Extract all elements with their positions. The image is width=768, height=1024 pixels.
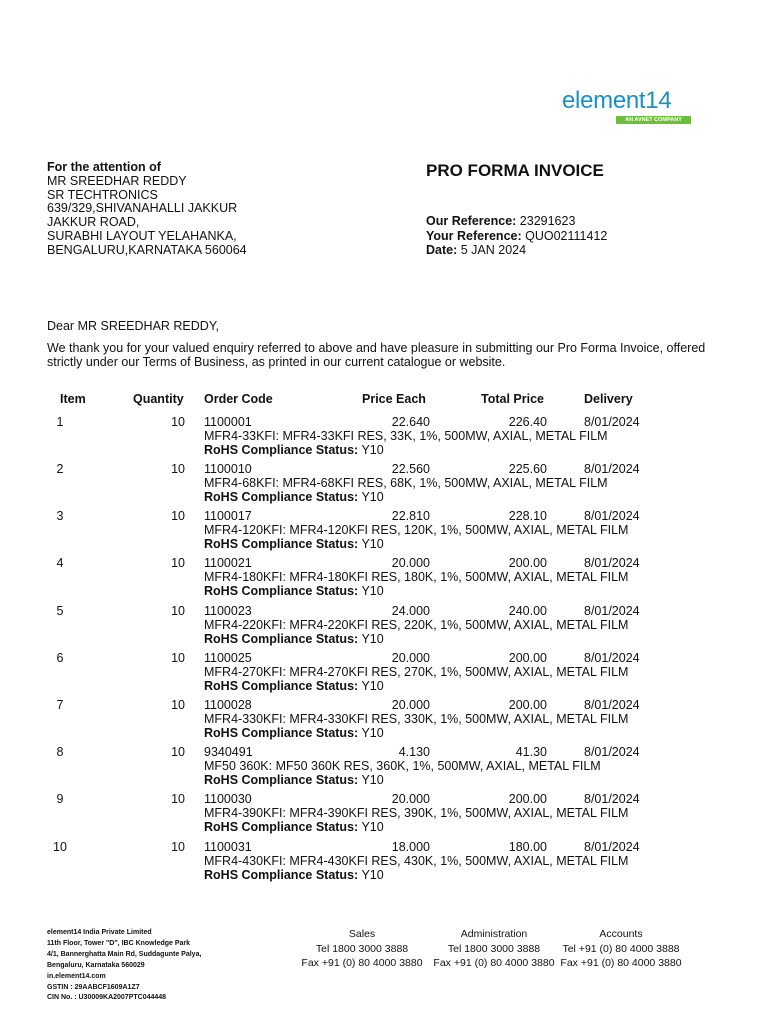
item-description: MFR4-220KFI: MFR4-220KFI RES, 220K, 1%, 500MW, AXIAL, METAL FILM xyxy=(204,618,629,632)
accounts-title: Accounts xyxy=(599,928,643,940)
order-code: 1100021 xyxy=(204,556,252,570)
order-code: 1100023 xyxy=(204,604,252,618)
order-code: 1100030 xyxy=(204,792,252,806)
item-description: MFR4-330KFI: MFR4-330KFI RES, 330K, 1%, 500MW, AXIAL, METAL FILM xyxy=(204,712,629,726)
item-number: 10 xyxy=(53,840,67,854)
delivery-date: 8/01/2024 xyxy=(584,651,640,665)
item-description: MF50 360K: MF50 360K RES, 360K, 1%, 500MW, AXIAL, METAL FILM xyxy=(204,759,601,773)
header-item: Item xyxy=(60,392,86,406)
company-line: CIN No. : U30009KA2007PTC044448 xyxy=(47,994,167,1002)
address-line: SR TECHTRONICS xyxy=(47,187,158,202)
total-price: 200.00 xyxy=(508,698,547,712)
total-price: 200.00 xyxy=(508,651,547,665)
quantity: 10 xyxy=(171,651,185,665)
item-number: 2 xyxy=(56,462,64,476)
delivery-date: 8/01/2024 xyxy=(584,745,640,759)
rohs-status: RoHS Compliance Status: Y10 xyxy=(204,868,384,882)
total-price: 180.00 xyxy=(508,840,547,854)
sales-title: Sales xyxy=(348,928,376,940)
rohs-status: RoHS Compliance Status: Y10 xyxy=(204,820,384,834)
item-number: 6 xyxy=(56,651,64,665)
our-reference: Our Reference: 23291623 xyxy=(426,214,576,228)
table-row xyxy=(0,698,768,745)
rohs-status: RoHS Compliance Status: Y10 xyxy=(204,537,384,551)
table-row xyxy=(0,556,768,603)
price-each: 22.640 xyxy=(391,415,430,429)
item-description: MFR4-68KFI: MFR4-68KFI RES, 68K, 1%, 500MW, AXIAL, METAL FILM xyxy=(204,476,608,490)
price-each: 20.000 xyxy=(391,792,430,806)
company-line: Bengaluru, Karnataka 560029 xyxy=(47,961,145,969)
table-row xyxy=(0,651,768,698)
company-line: element14 India Private Limited xyxy=(47,929,152,936)
rohs-status: RoHS Compliance Status: Y10 xyxy=(204,726,384,740)
quantity: 10 xyxy=(171,415,185,429)
item-description: MFR4-33KFI: MFR4-33KFI RES, 33K, 1%, 500MW, AXIAL, METAL FILM xyxy=(204,429,608,443)
quantity: 10 xyxy=(171,556,185,570)
table-row xyxy=(0,745,768,792)
company-line: 11th Floor, Tower "D", IBC Knowledge Park xyxy=(47,939,191,947)
quantity: 10 xyxy=(171,792,185,806)
header-delivery: Delivery xyxy=(584,392,633,406)
price-each: 20.000 xyxy=(391,556,430,570)
price-each: 22.810 xyxy=(391,509,430,523)
table-row xyxy=(0,840,768,887)
invoice-date: Date: 5 JAN 2024 xyxy=(426,243,527,258)
price-each: 22.560 xyxy=(391,462,430,476)
header-price-each: Price Each xyxy=(362,392,426,406)
logo-tagline: AN AVNET COMPANY xyxy=(616,116,691,124)
item-description: MFR4-430KFI: MFR4-430KFI RES, 430K, 1%, 500MW, AXIAL, METAL FILM xyxy=(204,854,629,868)
sales-tel: Tel 1800 3000 3888 xyxy=(315,942,409,955)
header-quantity: Quantity xyxy=(133,392,184,406)
administration-fax: Fax +91 (0) 80 4000 3880 xyxy=(433,957,555,969)
total-price: 41.30 xyxy=(515,745,547,759)
quantity: 10 xyxy=(171,509,185,523)
rohs-status: RoHS Compliance Status: Y10 xyxy=(204,443,384,457)
rohs-status: RoHS Compliance Status: Y10 xyxy=(204,584,384,598)
item-number: 3 xyxy=(56,509,64,523)
item-number: 9 xyxy=(56,792,64,806)
item-number: 4 xyxy=(56,556,64,570)
your-reference: Your Reference: QUO02111412 xyxy=(426,228,608,243)
total-price: 200.00 xyxy=(508,792,547,806)
rohs-status: RoHS Compliance Status: Y10 xyxy=(204,773,384,787)
sales-contact xyxy=(300,927,424,971)
rohs-status: RoHS Compliance Status: Y10 xyxy=(204,490,384,504)
item-description: MFR4-120KFI: MFR4-120KFI RES, 120K, 1%, 500MW, AXIAL, METAL FILM xyxy=(204,523,629,537)
reference-block xyxy=(426,214,607,258)
recipient-address xyxy=(47,161,247,258)
total-price: 226.40 xyxy=(508,415,547,429)
delivery-date: 8/01/2024 xyxy=(584,604,640,618)
accounts-fax: Fax +91 (0) 80 4000 3880 xyxy=(560,957,682,969)
address-line: SURABHI LAYOUT YELAHANKA, xyxy=(47,228,237,243)
order-code: 1100010 xyxy=(204,462,252,476)
price-each: 4.130 xyxy=(398,745,430,759)
price-each: 18.000 xyxy=(391,840,430,854)
intro-paragraph: We thank you for your valued enquiry referred to above and have pleasure in submitting our Pro Forma Invoice, offered strictly under our Terms of Business, as printed in our current catalogue or website. xyxy=(47,341,706,369)
attention-label: For the attention of xyxy=(47,160,161,174)
total-price: 240.00 xyxy=(508,604,547,618)
administration-tel: Tel 1800 3000 3888 xyxy=(447,942,541,955)
delivery-date: 8/01/2024 xyxy=(584,462,640,476)
table-row xyxy=(0,792,768,839)
price-each: 20.000 xyxy=(391,698,430,712)
company-details xyxy=(47,928,201,1004)
accounts-contact xyxy=(559,927,683,971)
order-code: 1100028 xyxy=(204,698,252,712)
quantity: 10 xyxy=(171,462,185,476)
greeting: Dear MR SREEDHAR REDDY, xyxy=(47,319,220,333)
item-number: 1 xyxy=(56,415,64,429)
quantity: 10 xyxy=(171,745,185,759)
company-website: in.element14.com xyxy=(47,972,106,980)
document-title: PRO FORMA INVOICE xyxy=(426,161,604,180)
table-row xyxy=(0,509,768,556)
company-line: 4/1, Bannerghatta Main Rd, Suddagunte Palya, xyxy=(47,950,202,958)
total-price: 228.10 xyxy=(508,509,547,523)
quantity: 10 xyxy=(171,604,185,618)
header-order-code: Order Code xyxy=(204,392,273,406)
address-line: BENGALURU,KARNATAKA 560064 xyxy=(47,242,247,257)
item-description: MFR4-270KFI: MFR4-270KFI RES, 270K, 1%, 500MW, AXIAL, METAL FILM xyxy=(204,665,629,679)
order-code: 1100025 xyxy=(204,651,252,665)
delivery-date: 8/01/2024 xyxy=(584,509,640,523)
header-total-price: Total Price xyxy=(481,392,544,406)
administration-title: Administration xyxy=(460,928,528,940)
table-row xyxy=(0,462,768,509)
price-each: 24.000 xyxy=(391,604,430,618)
delivery-date: 8/01/2024 xyxy=(584,556,640,570)
item-description: MFR4-390KFI: MFR4-390KFI RES, 390K, 1%, 500MW, AXIAL, METAL FILM xyxy=(204,806,629,820)
order-code: 1100017 xyxy=(204,509,252,523)
price-each: 20.000 xyxy=(391,651,430,665)
accounts-tel: Tel +91 (0) 80 4000 3888 xyxy=(562,942,680,955)
order-code: 1100031 xyxy=(204,840,252,854)
item-number: 8 xyxy=(56,745,64,759)
sales-fax: Fax +91 (0) 80 4000 3880 xyxy=(301,957,423,969)
logo-text: element14 xyxy=(562,87,672,114)
total-price: 225.60 xyxy=(508,462,547,476)
delivery-date: 8/01/2024 xyxy=(584,792,640,806)
table-row xyxy=(0,604,768,651)
company-line: GSTIN : 29AABCF1609A1Z7 xyxy=(47,983,140,991)
delivery-date: 8/01/2024 xyxy=(584,698,640,712)
rohs-status: RoHS Compliance Status: Y10 xyxy=(204,679,384,693)
address-line: JAKKUR ROAD, xyxy=(47,215,140,230)
delivery-date: 8/01/2024 xyxy=(584,840,640,854)
address-line: 639/329,SHIVANAHALLI JAKKUR xyxy=(47,201,238,216)
rohs-status: RoHS Compliance Status: Y10 xyxy=(204,632,384,646)
quantity: 10 xyxy=(171,698,185,712)
item-number: 5 xyxy=(56,604,64,618)
element14-logo xyxy=(562,88,692,130)
table-row xyxy=(0,415,768,462)
address-line: MR SREEDHAR REDDY xyxy=(47,173,187,188)
total-price: 200.00 xyxy=(508,556,547,570)
item-number: 7 xyxy=(56,698,64,712)
quantity: 10 xyxy=(171,840,185,854)
administration-contact xyxy=(432,927,556,971)
item-description: MFR4-180KFI: MFR4-180KFI RES, 180K, 1%, 500MW, AXIAL, METAL FILM xyxy=(204,570,629,584)
delivery-date: 8/01/2024 xyxy=(584,415,640,429)
order-code: 9340491 xyxy=(204,745,253,759)
order-code: 1100001 xyxy=(204,415,252,429)
